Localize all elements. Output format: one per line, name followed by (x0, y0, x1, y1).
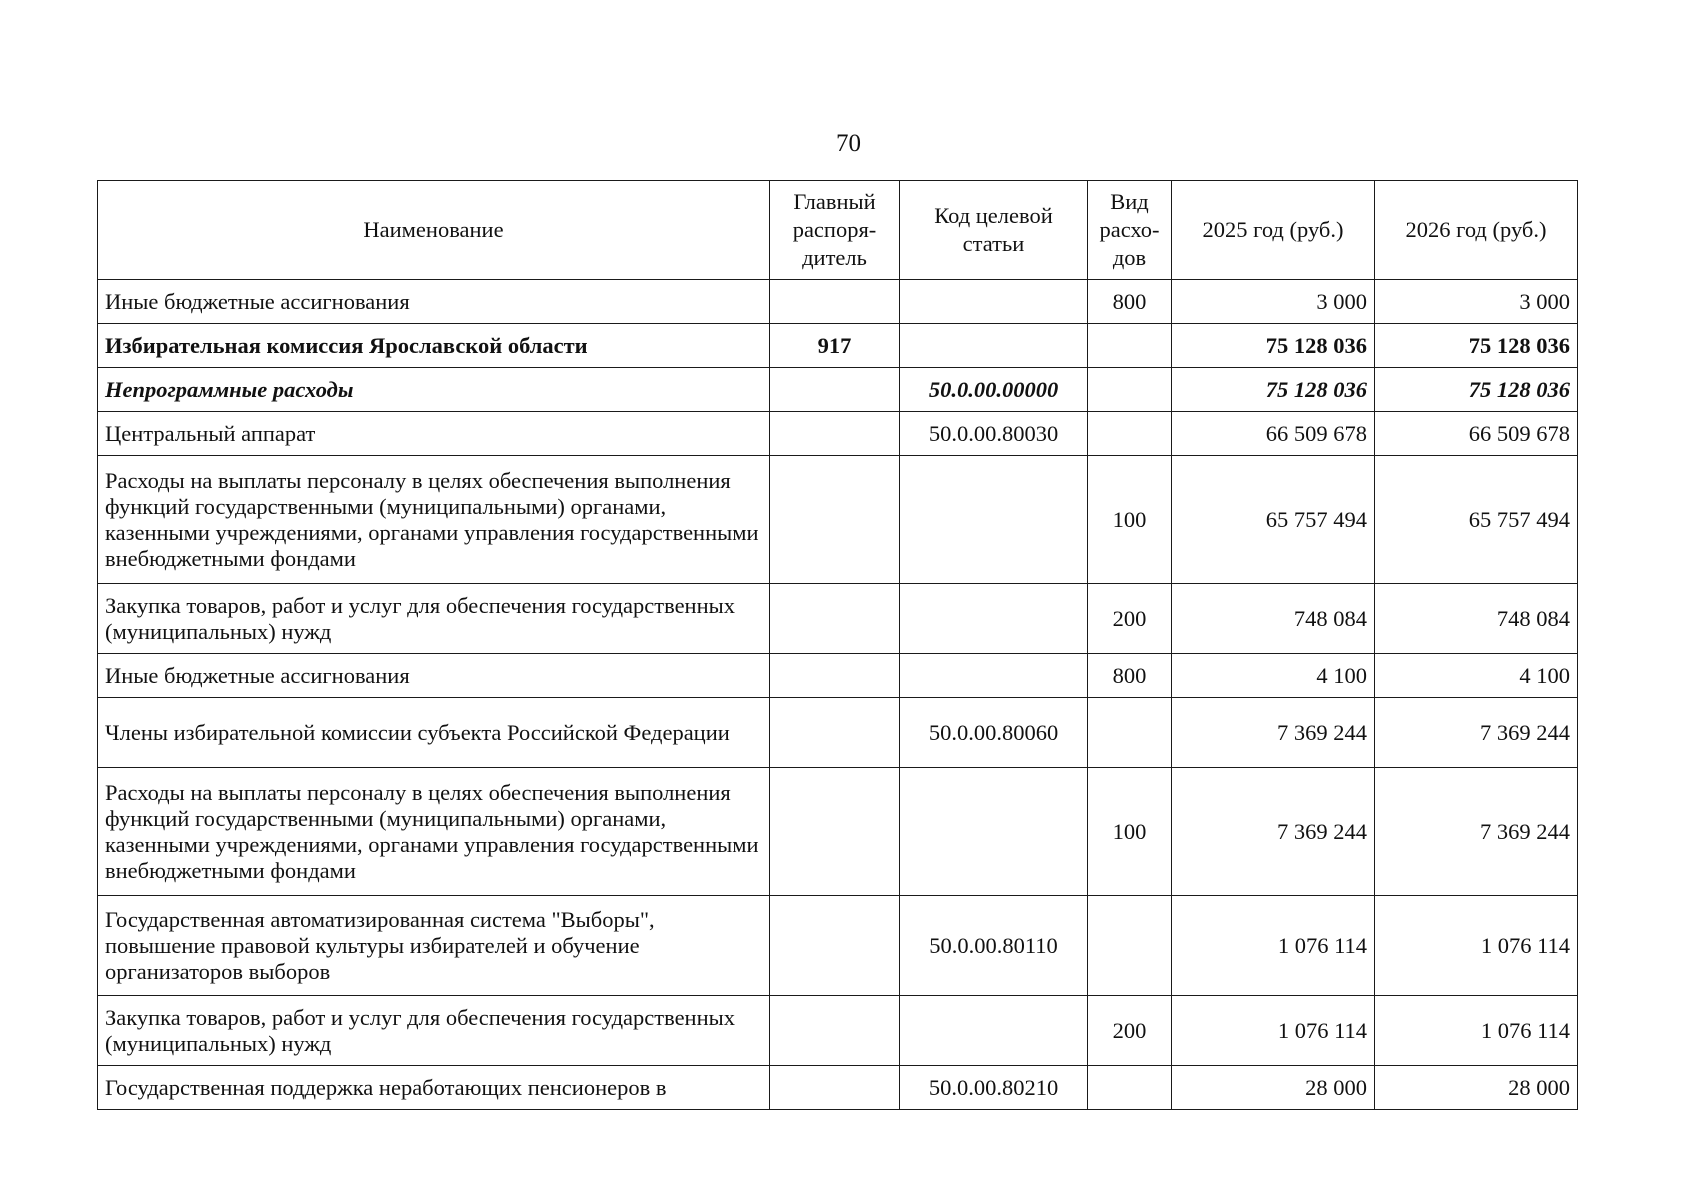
row-type: 100 (1088, 456, 1172, 584)
row-type: 800 (1088, 280, 1172, 324)
budget-table (97, 180, 1578, 1110)
header-year-2026: 2026 год (руб.) (1375, 181, 1578, 280)
table-row (98, 654, 1578, 698)
row-2026: 4 100 (1375, 654, 1578, 698)
row-name: Расходы на выплаты персоналу в целях обеспечения выполнения функций государственными (муниципальными) органами, казенными учреждениями, органами управления государственными внебюджетными фондами (98, 768, 770, 896)
row-code: 50.0.00.80060 (900, 698, 1088, 768)
row-2025: 7 369 244 (1172, 698, 1375, 768)
header-type: Вид расхо-дов (1088, 181, 1172, 280)
row-manager (770, 896, 900, 996)
row-name: Члены избирательной комиссии субъекта Российской Федерации (98, 698, 770, 768)
page-number: 70 (836, 130, 861, 157)
row-2025: 66 509 678 (1172, 412, 1375, 456)
row-name: Избирательная комиссия Ярославской области (98, 324, 770, 368)
row-manager (770, 280, 900, 324)
row-code: 50.0.00.80110 (900, 896, 1088, 996)
row-manager (770, 698, 900, 768)
table-row (98, 456, 1578, 584)
header-manager: Главный распоря-дитель (770, 181, 900, 280)
row-name: Центральный аппарат (98, 412, 770, 456)
row-code (900, 584, 1088, 654)
row-2025: 28 000 (1172, 1066, 1375, 1110)
table-row (98, 584, 1578, 654)
row-type: 200 (1088, 996, 1172, 1066)
row-2026: 75 128 036 (1375, 324, 1578, 368)
row-manager (770, 584, 900, 654)
table-row (98, 324, 1578, 368)
row-manager (770, 654, 900, 698)
row-2025: 4 100 (1172, 654, 1375, 698)
row-name: Закупка товаров, работ и услуг для обеспечения государственных (муниципальных) нужд (98, 584, 770, 654)
row-name: Непрограммные расходы (98, 368, 770, 412)
row-type: 200 (1088, 584, 1172, 654)
table-row (98, 896, 1578, 996)
row-code: 50.0.00.80030 (900, 412, 1088, 456)
row-manager (770, 368, 900, 412)
row-code: 50.0.00.80210 (900, 1066, 1088, 1110)
row-2025: 7 369 244 (1172, 768, 1375, 896)
row-2026: 66 509 678 (1375, 412, 1578, 456)
row-name: Иные бюджетные ассигнования (98, 654, 770, 698)
row-name: Государственная поддержка неработающих пенсионеров в (98, 1066, 770, 1110)
row-manager (770, 996, 900, 1066)
row-code (900, 456, 1088, 584)
table-row (98, 280, 1578, 324)
row-code: 50.0.00.00000 (900, 368, 1088, 412)
table-row (98, 1066, 1578, 1110)
row-code (900, 654, 1088, 698)
row-2026: 3 000 (1375, 280, 1578, 324)
row-code (900, 280, 1088, 324)
row-2026: 7 369 244 (1375, 698, 1578, 768)
row-manager (770, 768, 900, 896)
row-type (1088, 698, 1172, 768)
row-name: Закупка товаров, работ и услуг для обеспечения государственных (муниципальных) нужд (98, 996, 770, 1066)
row-2025: 1 076 114 (1172, 896, 1375, 996)
row-type (1088, 368, 1172, 412)
row-2026: 1 076 114 (1375, 996, 1578, 1066)
row-name: Государственная автоматизированная система "Выборы", повышение правовой культуры избирателей и обучение организаторов выборов (98, 896, 770, 996)
row-2025: 75 128 036 (1172, 368, 1375, 412)
row-code (900, 996, 1088, 1066)
row-type (1088, 412, 1172, 456)
row-name: Иные бюджетные ассигнования (98, 280, 770, 324)
row-type (1088, 324, 1172, 368)
row-2026: 1 076 114 (1375, 896, 1578, 996)
row-2025: 748 084 (1172, 584, 1375, 654)
table-header-row (98, 181, 1578, 280)
table-row (98, 768, 1578, 896)
row-type (1088, 896, 1172, 996)
header-year-2025: 2025 год (руб.) (1172, 181, 1375, 280)
row-type: 800 (1088, 654, 1172, 698)
row-2026: 75 128 036 (1375, 368, 1578, 412)
row-name: Расходы на выплаты персоналу в целях обеспечения выполнения функций государственными (муниципальными) органами, казенными учреждениями, органами управления государственными внебюджетными фондами (98, 456, 770, 584)
row-type: 100 (1088, 768, 1172, 896)
row-manager (770, 412, 900, 456)
row-2026: 65 757 494 (1375, 456, 1578, 584)
row-2025: 75 128 036 (1172, 324, 1375, 368)
row-manager (770, 1066, 900, 1110)
row-2025: 1 076 114 (1172, 996, 1375, 1066)
row-manager: 917 (770, 324, 900, 368)
row-2026: 7 369 244 (1375, 768, 1578, 896)
row-manager (770, 456, 900, 584)
table-row (98, 412, 1578, 456)
row-2025: 3 000 (1172, 280, 1375, 324)
row-type (1088, 1066, 1172, 1110)
row-code (900, 768, 1088, 896)
table-row (98, 996, 1578, 1066)
table-row (98, 368, 1578, 412)
row-2025: 65 757 494 (1172, 456, 1375, 584)
row-code (900, 324, 1088, 368)
header-code: Код целевой статьи (900, 181, 1088, 280)
table-row (98, 698, 1578, 768)
row-2026: 748 084 (1375, 584, 1578, 654)
row-2026: 28 000 (1375, 1066, 1578, 1110)
header-name: Наименование (98, 181, 770, 280)
